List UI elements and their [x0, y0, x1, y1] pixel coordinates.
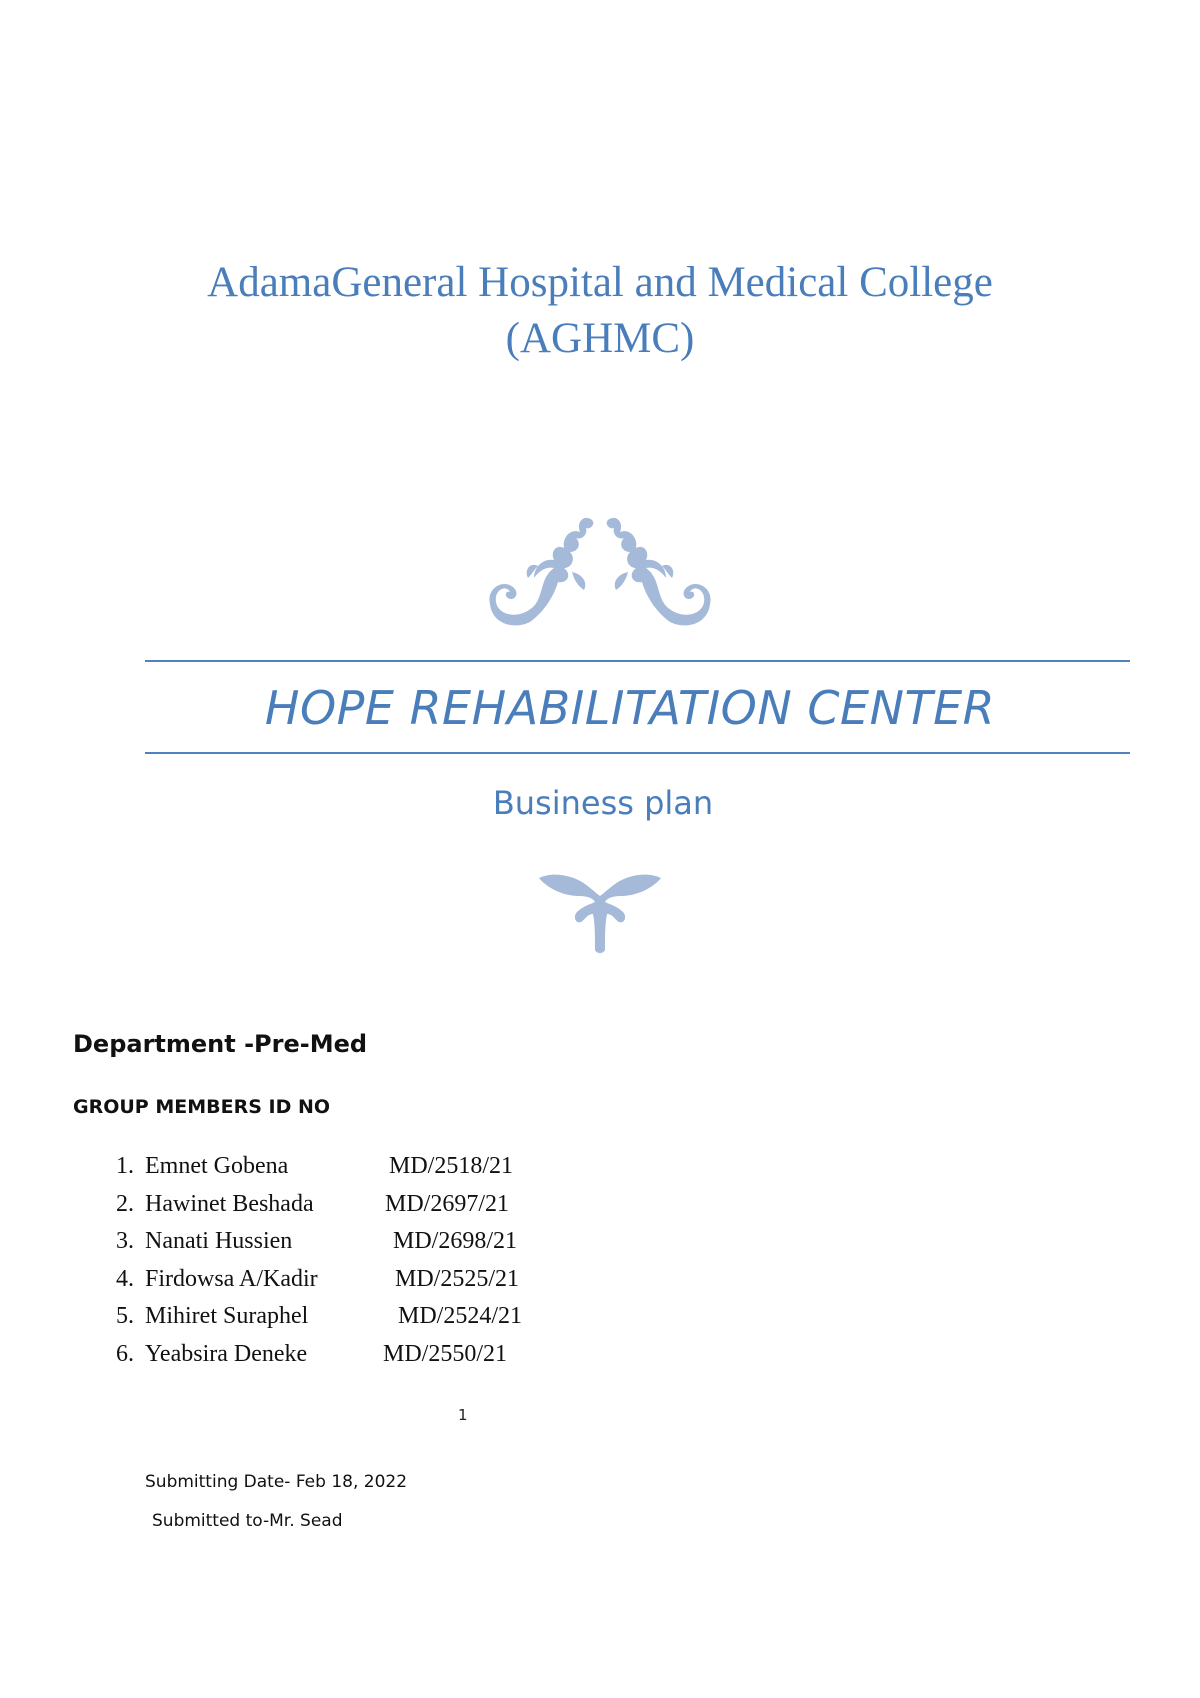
college-title	[0, 255, 1200, 367]
document-title: HOPE REHABILITATION CENTER	[264, 681, 996, 735]
leaf-ornament-icon	[537, 870, 663, 954]
member-name: Firdowsa A/Kadir	[145, 1265, 318, 1292]
member-id: MD/2525/21	[395, 1265, 520, 1292]
college-title-line1: AdamaGeneral Hospital and Medical College	[207, 259, 993, 306]
page-number: 1	[458, 1406, 468, 1424]
member-name: Emnet Gobena	[145, 1153, 289, 1179]
member-name: Yeabsira Deneke	[145, 1340, 308, 1367]
member-id: MD/2524/21	[398, 1303, 523, 1329]
department-label: Department -Pre-Med	[73, 1030, 368, 1058]
submitted-to: Submitted to-Mr. Sead	[152, 1511, 343, 1531]
document-subtitle: Business plan	[492, 784, 714, 822]
college-title-line2: (AGHMC)	[505, 315, 695, 362]
member-number: 1.	[116, 1153, 134, 1179]
member-number: 2.	[116, 1190, 134, 1217]
member-number: 6.	[116, 1340, 134, 1367]
member-id: MD/2698/21	[393, 1228, 518, 1254]
floral-ornament-icon	[484, 512, 716, 640]
title-rule-top	[145, 660, 1130, 662]
submitting-date: Submitting Date- Feb 18, 2022	[145, 1472, 408, 1492]
member-id: MD/2550/21	[383, 1340, 508, 1367]
title-rule-bottom	[145, 752, 1130, 754]
member-id: MD/2697/21	[385, 1190, 510, 1217]
member-name: Hawinet Beshada	[145, 1190, 314, 1217]
member-number: 3.	[116, 1228, 134, 1254]
member-number: 5.	[116, 1303, 134, 1329]
group-members-heading: GROUP MEMBERS ID NO	[73, 1096, 331, 1118]
member-number: 4.	[116, 1265, 134, 1292]
member-id: MD/2518/21	[389, 1153, 514, 1179]
member-name: Nanati Hussien	[145, 1228, 293, 1254]
member-name: Mihiret Suraphel	[145, 1303, 309, 1329]
